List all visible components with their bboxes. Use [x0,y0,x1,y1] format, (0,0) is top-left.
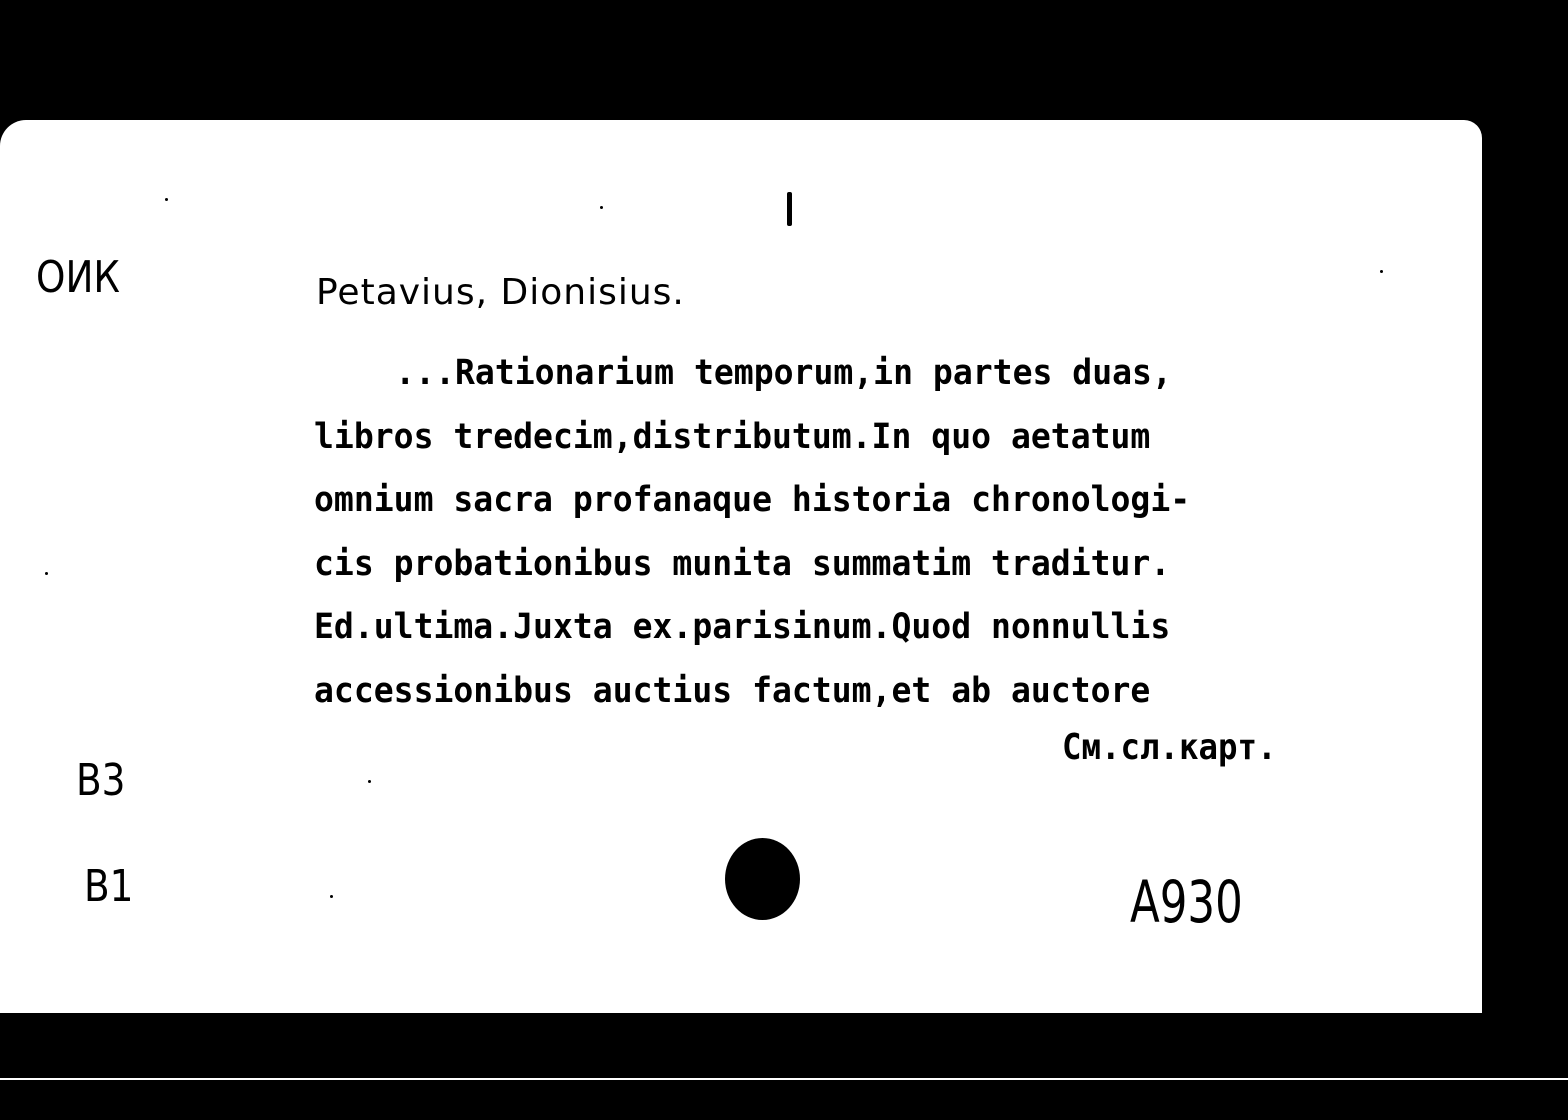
inventory-number: А930 [1130,868,1243,936]
card-number-mark [787,192,792,226]
dust-speck [368,780,371,783]
scan-edge-line [0,1078,1568,1080]
title-line: Ed.ultima.Juxta ex.parisinum.Quod nonnullis [314,607,1171,647]
title-description [314,342,1434,723]
collection-code: ОИК [36,252,120,303]
title-line: libros tredecim,distributum.In quo aetatum [314,416,1151,457]
title-line: accessionibus auctius factum,et ab auctore [314,670,1151,711]
shelf-mark: В1 [84,861,134,912]
continuation-note: См.сл.карт. [1062,727,1277,768]
dust-speck [600,206,603,209]
title-line: omnium sacra profanaque historia chronologi- [314,480,1191,520]
dust-speck [330,895,333,898]
title-line: cis probationibus munita summatim traditur. [314,543,1171,584]
punch-hole [725,838,800,920]
shelf-mark: В3 [76,755,126,806]
title-line: ...Rationarium temporum,in partes duas, [395,353,1172,393]
dust-speck [1380,270,1383,273]
author-heading: Petavius, Dionisius. [316,272,685,313]
dust-speck [45,572,48,575]
dust-speck [165,198,168,201]
